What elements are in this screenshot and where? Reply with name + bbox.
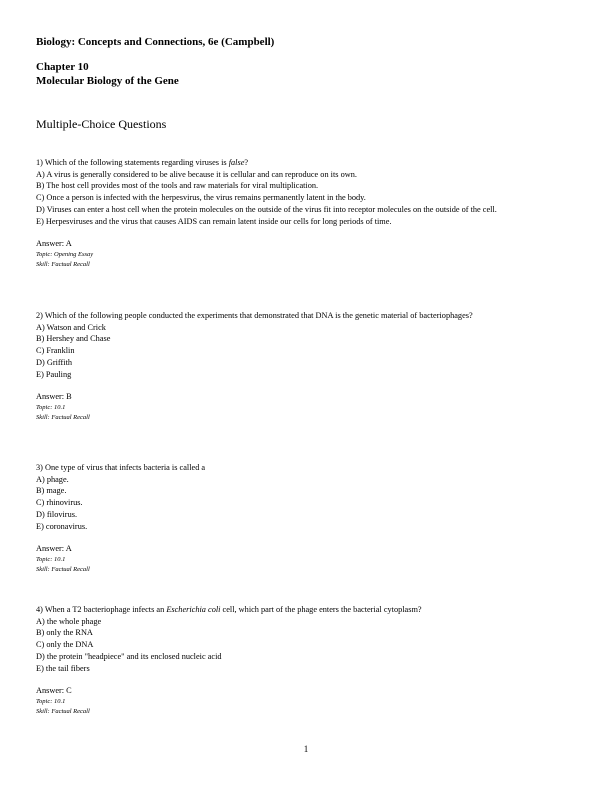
answer-option: B) only the RNA xyxy=(36,628,93,638)
answer-option: C) rhinovirus. xyxy=(36,498,83,508)
question-stem: 2) Which of the following people conducted the experiments that demonstrated that DNA is the genetic material of bacteriophages? xyxy=(36,311,473,320)
answer-option: B) The host cell provides most of the tools and raw materials for viral multiplication. xyxy=(36,181,319,191)
question-2 xyxy=(36,310,572,422)
answer-key: Answer: A xyxy=(36,239,72,249)
answer-option: D) Griffith xyxy=(36,357,73,367)
skill-label: Skill: Factual Recall xyxy=(36,260,90,268)
topic-label: Topic: 10.1 xyxy=(36,403,66,411)
answer-option: D) Viruses can enter a host cell when the protein molecules on the outside of the virus fit into receptor molecules on the outside of the cell. xyxy=(36,204,497,214)
question-3 xyxy=(36,462,572,574)
answer-option: D) filovirus. xyxy=(36,509,78,519)
page-number: 1 xyxy=(303,744,309,754)
answer-option: C) only the DNA xyxy=(36,640,94,650)
skill-label: Skill: Factual Recall xyxy=(36,565,90,573)
question-4 xyxy=(36,604,572,716)
book-title: Biology: Concepts and Connections, 6e (Campbell) xyxy=(36,36,275,48)
answer-option: C) Franklin xyxy=(36,346,75,356)
answer-option: A) phage. xyxy=(36,474,69,484)
question-stem: 3) One type of virus that infects bacteria is called a xyxy=(36,463,206,472)
answer-option: B) mage. xyxy=(36,486,67,496)
answer-key: Answer: B xyxy=(36,392,72,402)
answer-key: Answer: A xyxy=(36,544,72,554)
section-title: Multiple-Choice Questions xyxy=(36,117,167,131)
skill-label: Skill: Factual Recall xyxy=(36,413,90,421)
skill-label: Skill: Factual Recall xyxy=(36,707,90,715)
topic-label: Topic: Opening Essay xyxy=(36,250,94,258)
topic-label: Topic: 10.1 xyxy=(36,697,66,705)
question-stem: 1) Which of the following statements regarding viruses is false? xyxy=(36,158,249,167)
answer-option: E) Herpesviruses and the virus that causes AIDS can remain latent inside our cells for long periods of time. xyxy=(36,216,392,226)
answer-option: A) Watson and Crick xyxy=(36,322,106,332)
answer-option: E) coronavirus. xyxy=(36,521,88,531)
answer-option: A) A virus is generally considered to be alive because it is cellular and can reproduce on its own. xyxy=(36,169,357,179)
question-stem: 4) When a T2 bacteriophage infects an Escherichia coli cell, which part of the phage enters the bacterial cytoplasm? xyxy=(36,605,422,614)
chapter-title: Molecular Biology of the Gene xyxy=(36,75,179,87)
answer-option: E) the tail fibers xyxy=(36,663,90,673)
chapter-heading xyxy=(36,60,179,88)
answer-option: C) Once a person is infected with the herpesvirus, the virus remains permanently latent in the body. xyxy=(36,193,366,203)
answer-option: A) the whole phage xyxy=(36,616,102,626)
answer-option: B) Hershey and Chase xyxy=(36,334,111,344)
answer-key: Answer: C xyxy=(36,686,72,696)
question-1 xyxy=(36,157,572,269)
answer-option: D) the protein "headpiece" and its enclosed nucleic acid xyxy=(36,651,222,661)
answer-option: E) Pauling xyxy=(36,369,72,379)
topic-label: Topic: 10.1 xyxy=(36,555,66,563)
chapter-number: Chapter 10 xyxy=(36,61,89,73)
